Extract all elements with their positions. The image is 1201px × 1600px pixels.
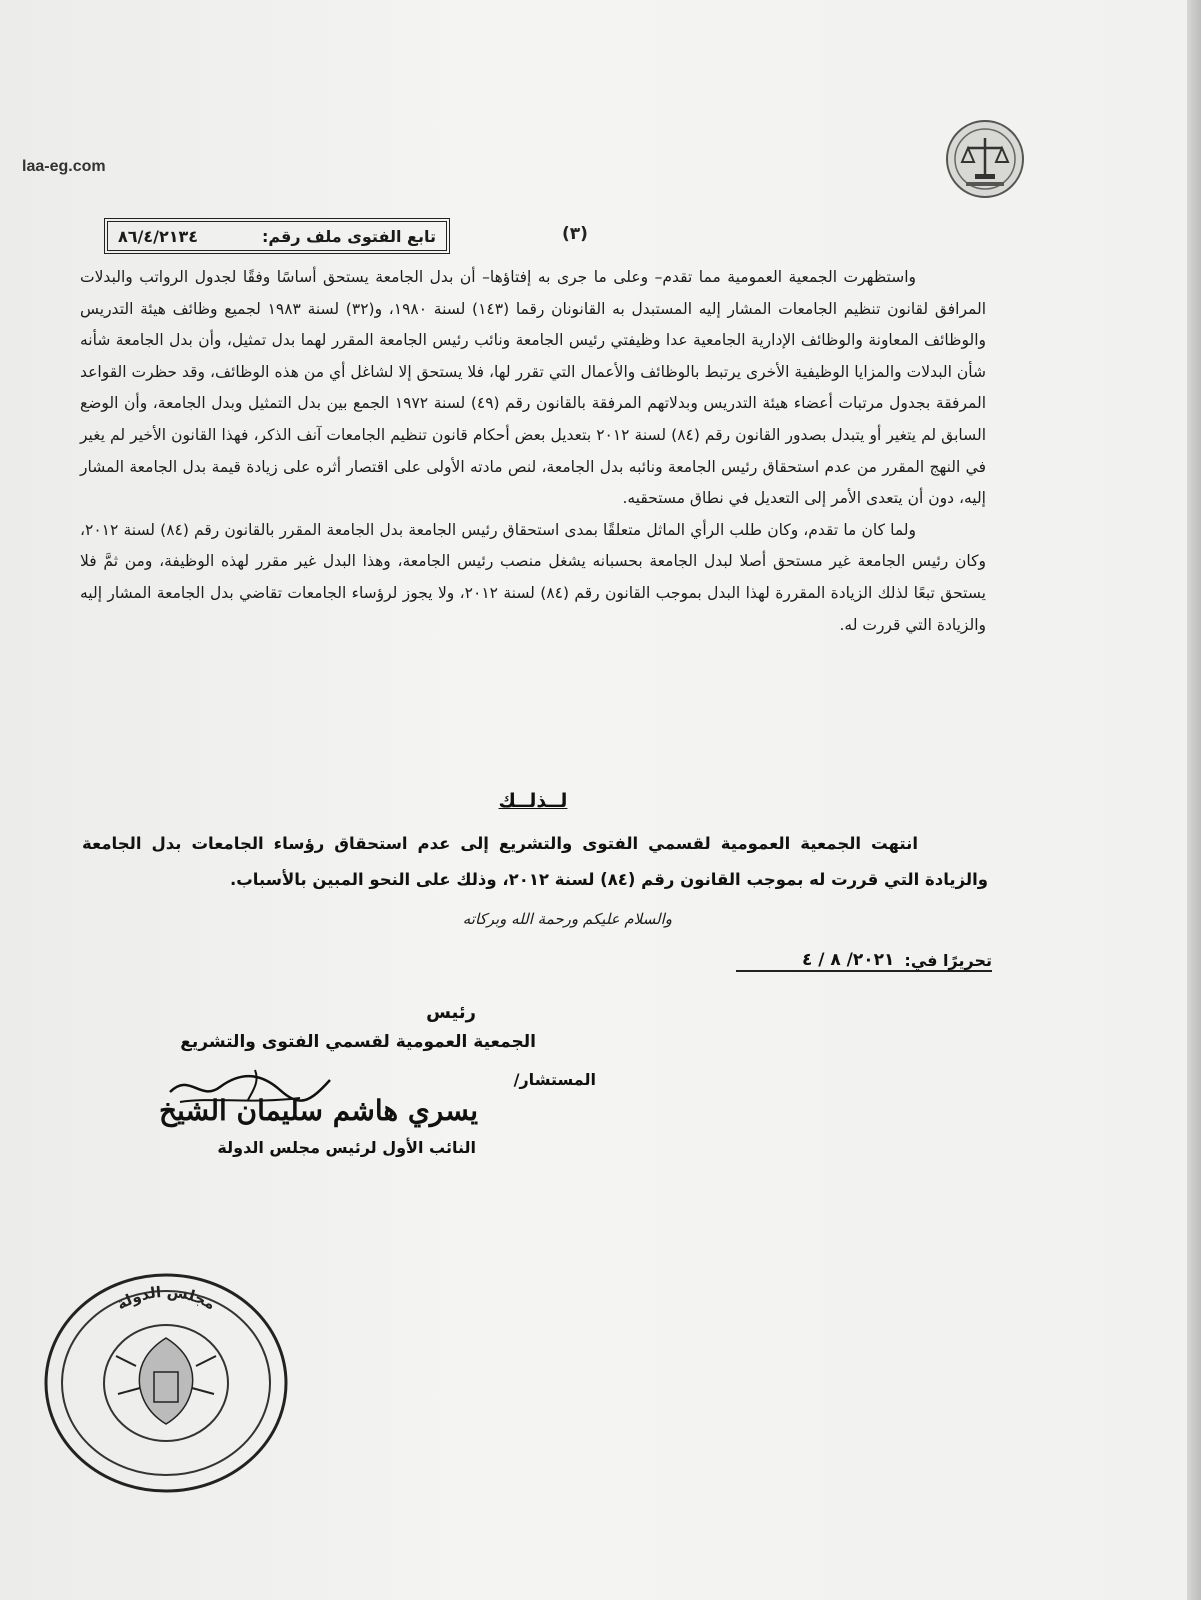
signatory-name: يسري هاشم سليمان الشيخ (158, 1094, 478, 1127)
date-value: ٢٠٢١/ ٨ / ٤ (801, 950, 895, 970)
seal-text: مجلس الدولة (113, 1282, 219, 1314)
conclusion-text: انتهت الجمعية العمومية لقسمي الفتوى والتشريع إلى عدم استحقاق رؤساء الجامعات بدل الجامعة والزيادة التي قررت له بموجب القانون رقم (٨٤) لسنة ٢٠١٢، وذلك على النحو المبين بالأسباب. (82, 834, 988, 889)
paragraph-reasoning: واستظهرت الجمعية العمومية مما تقدم– وعلى ما جرى به إفتاؤها– أن بدل الجامعة يستحق أساسًا وفقًا لجدول الرواتب والبدلات المرافق لقانون تنظيم الجامعات المشار إليه المستبدل به القانونان رقما (١٤٣) لسنة ١٩٨٠، و(٣٢) لسنة ١٩٨٣ لجميع وظائف هيئة التدريس والوظائف المعاونة والوظائف الإدارية الجامعية عدا وظيفتي رئيس الجامعة ونائب رئيس الجامعة المقرر لهما بدل تمثيل، وأن بدل الجامعة شأنه شأن البدلات والمزايا الوظيفية الأخرى يرتبط بالوظائف والأعمال التي تقرر لها، فلا يستحق إلا لشاغل أي من هذه الوظائف، وقد حظرت القواعد المرفقة بجدول مرتبات أعضاء هيئة التدريس وبدلاتهم المرفقة بالقانون رقم (٤٩) لسنة ١٩٧٢ الجمع بين بدل التمثيل وبدل الجامعة، وأن الوضع السابق لم يتغير أو يتبدل بصدور القانون رقم (٨٤) لسنة ٢٠١٢ بتعديل بعض أحكام قانون تنظيم الجامعات آنف الذكر، فهذا القانون الأخير لم يغير في النهج المقرر من عدم استحقاق رئيس الجامعة ونائبه بدل الجامعة، لنص مادته الأولى على اقتصار أثره على زيادة قيمة بدل الجامعة المشار إليه، دون أن يتعدى الأمر إلى التعديل في نطاق مستحقيه. (80, 268, 986, 508)
reference-box (104, 218, 450, 254)
svg-text:مجلس الدولة (113, 1282, 218, 1313)
site-watermark: laa-eg.com (22, 158, 106, 175)
page-number: (٣) (562, 224, 588, 244)
date-label: تحريرًا في: (904, 951, 992, 970)
official-seal-stamp (40, 1268, 292, 1498)
signatory-position: النائب الأول لرئيس مجلس الدولة (217, 1138, 476, 1157)
document-header (104, 218, 1008, 258)
document-body (80, 262, 986, 641)
scales-of-justice-logo-icon (944, 118, 1026, 200)
reference-number: ٨٦/٤/٢١٣٤ (118, 226, 199, 246)
closing-greeting: والسلام عليكم ورحمة الله وبركاته (462, 910, 672, 928)
signatory-organization: الجمعية العمومية لقسمي الفتوى والتشريع (180, 1032, 536, 1052)
date-line (736, 944, 992, 972)
reference-label: تابع الفتوى ملف رقم: (261, 226, 436, 246)
conclusion-heading: لــذلــك (498, 790, 568, 812)
paragraph-application: ولما كان ما تقدم، وكان طلب الرأي الماثل متعلقًا بمدى استحقاق رئيس الجامعة بدل الجامعة المقرر بالقانون رقم (٨٤) لسنة ٢٠١٢، وكان رئيس الجامعة غير مستحق أصلا لبدل الجامعة بحسبانه يشغل منصب رئيس الجامعة، وهذا البدل غير مقرر لهذه الوظيفة، ومن ثمَّ فلا يستحق تبعًا لذلك الزيادة المقررة لهذا البدل بموجب القانون رقم (٨٤) لسنة ٢٠١٢، ولا يجوز لرؤساء الجامعات تقاضي بدل الجامعة المشار إليه والزيادة التي قررت له. (80, 520, 986, 634)
signatory-rank: المستشار/ (513, 1070, 596, 1089)
conclusion-text-block (82, 826, 988, 898)
signatory-title: رئيس (426, 1002, 476, 1023)
page-edge-shadow (1187, 0, 1201, 1600)
handwritten-signature (160, 1062, 340, 1112)
